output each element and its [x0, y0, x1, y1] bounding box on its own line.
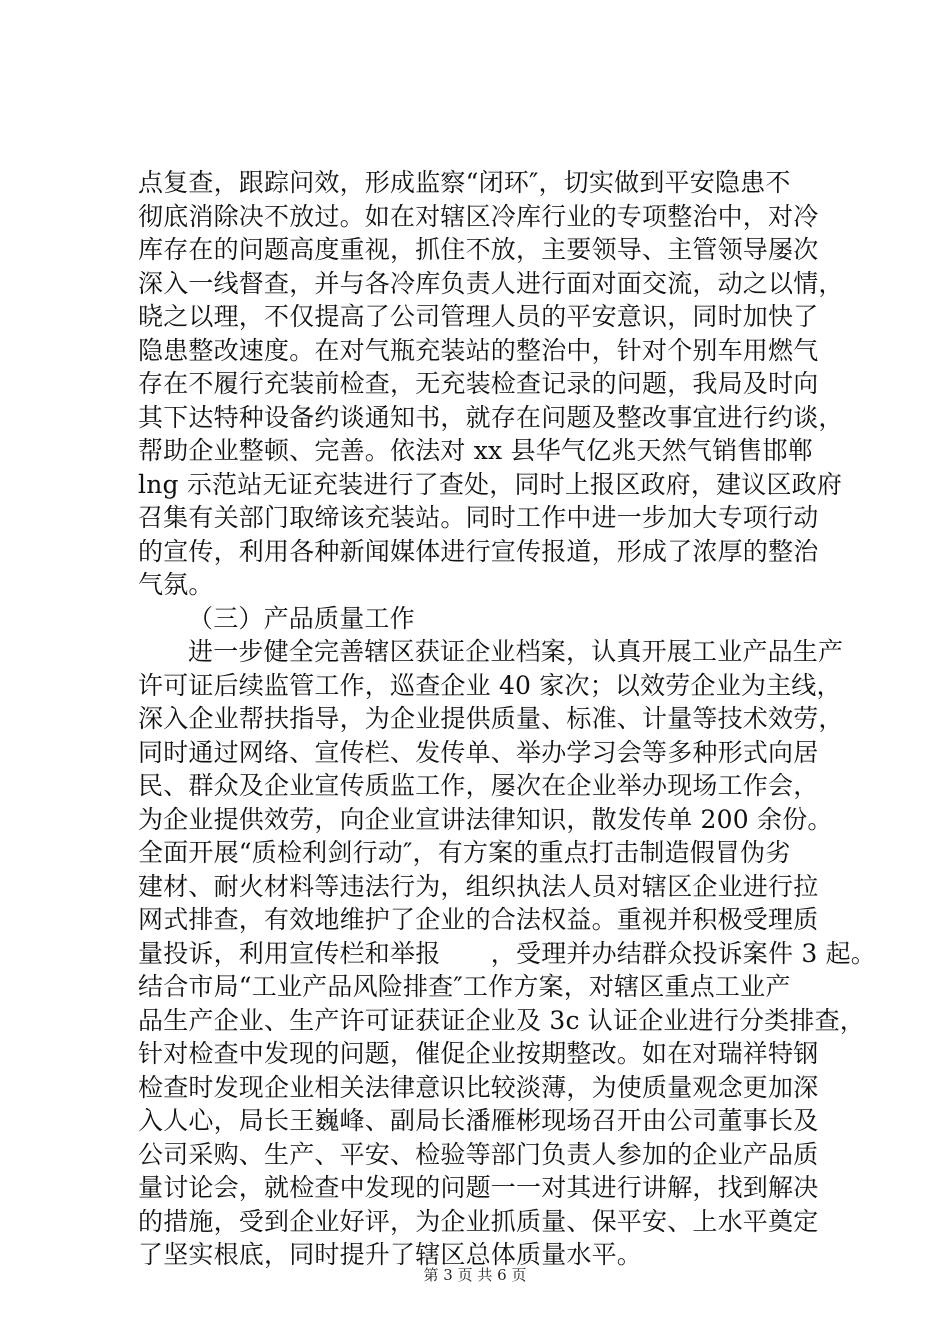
text-line: 量投诉，利用宣传栏和举报 ，受理并办结群众投诉案件 3 起。 [138, 938, 877, 968]
text-line: 点复查，跟踪问效，形成监察“闭环″，切实做到平安隐患不 [138, 168, 791, 197]
page-footer [0, 1265, 950, 1285]
section-heading: （三）产品质量工作 [188, 603, 415, 633]
text-line: 深入企业帮扶指导，为企业提供质量、标准、计量等技术效劳， [138, 704, 844, 733]
text-line: 的宣传，利用各种新闻媒体进行宣传报道，形成了浓厚的整治 [138, 536, 819, 566]
text-line: 深入一线督查，并与各冷库负责人进行面对面交流，动之以情， [138, 268, 844, 298]
text-line: 气氛。 [138, 570, 214, 599]
text-line: 网式排查，有效地维护了企业的合法权益。重视并积极受理质 [138, 905, 819, 934]
text-line: 了坚实根底，同时提升了辖区总体质量水平。 [138, 1240, 643, 1269]
text-line: 隐患整改速度。在对气瓶充装站的整治中，针对个别车用燃气 [138, 335, 819, 365]
text-line: 其下达特种设备约谈通知书，就存在问题及整改事宜进行约谈， [138, 402, 844, 432]
text-line: 晓之以理，不仅提高了公司管理人员的平安意识，同时加快了 [138, 302, 819, 331]
text-line: 检查时发现企业相关法律意识比较淡薄，为使质量观念更加深 [138, 1072, 819, 1102]
text-line: 品生产企业、生产许可证获证企业及 3c 认证企业进行分类排查， [138, 1005, 866, 1035]
page-number: 第 3 页 共 6 页 [423, 1266, 527, 1284]
text-line: 库存在的问题高度重视，抓住不放，主要领导、主管领导屡次 [138, 235, 819, 264]
text-line: 帮助企业整顿、完善。依法对 xx 县华气亿兆天然气销售邯郸 [138, 436, 813, 465]
document-body [138, 166, 877, 1272]
text-line: 建材、耐火材料等违法行为，组织执法人员对辖区企业进行拉 [138, 871, 819, 901]
text-line: 存在不履行充装前检查，无充装检查记录的问题，我局及时向 [138, 369, 819, 398]
text-line: 民、群众及企业宣传质监工作，屡次在企业举办现场工作会， [138, 771, 819, 800]
text-line: 召集有关部门取缔该充装站。同时工作中进一步加大专项行动 [138, 503, 819, 532]
text-line: 同时通过网络、宣传栏、发传单、举办学习会等多种形式向居 [138, 737, 819, 767]
text-line: 进一步健全完善辖区获证企业档案，认真开展工业产品生产 [188, 637, 844, 666]
text-line: 公司采购、生产、平安、检验等部门负责人参加的企业产品质 [138, 1139, 819, 1169]
text-line: 为企业提供效劳，向企业宣讲法律知识，散发传单 200 余份。 [138, 804, 833, 834]
text-line: lng 示范站无证充装进行了查处，同时上报区政府，建议区政府 [138, 469, 843, 499]
text-line: 许可证后续监管工作，巡查企业 40 家次；以效劳企业为主线， [138, 670, 842, 700]
text-line: 结合市局“工业产品风险排查″工作方案，对辖区重点工业产 [138, 972, 791, 1001]
text-line: 量讨论会，就检查中发现的问题一一对其进行讲解，找到解决 [138, 1173, 819, 1202]
text-line: 彻底消除决不放过。如在对辖区冷库行业的专项整治中，对冷 [138, 201, 819, 231]
text-line: 的措施，受到企业好评，为企业抓质量、保平安、上水平奠定 [138, 1206, 819, 1236]
text-line: 全面开展“质检利剑行动″，有方案的重点打击制造假冒伪劣 [138, 838, 791, 867]
text-line: 针对检查中发现的问题，催促企业按期整改。如在对瑞祥特钢 [138, 1039, 819, 1068]
text-line: 入人心，局长王巍峰、副局长潘雁彬现场召开由公司董事长及 [138, 1106, 819, 1135]
